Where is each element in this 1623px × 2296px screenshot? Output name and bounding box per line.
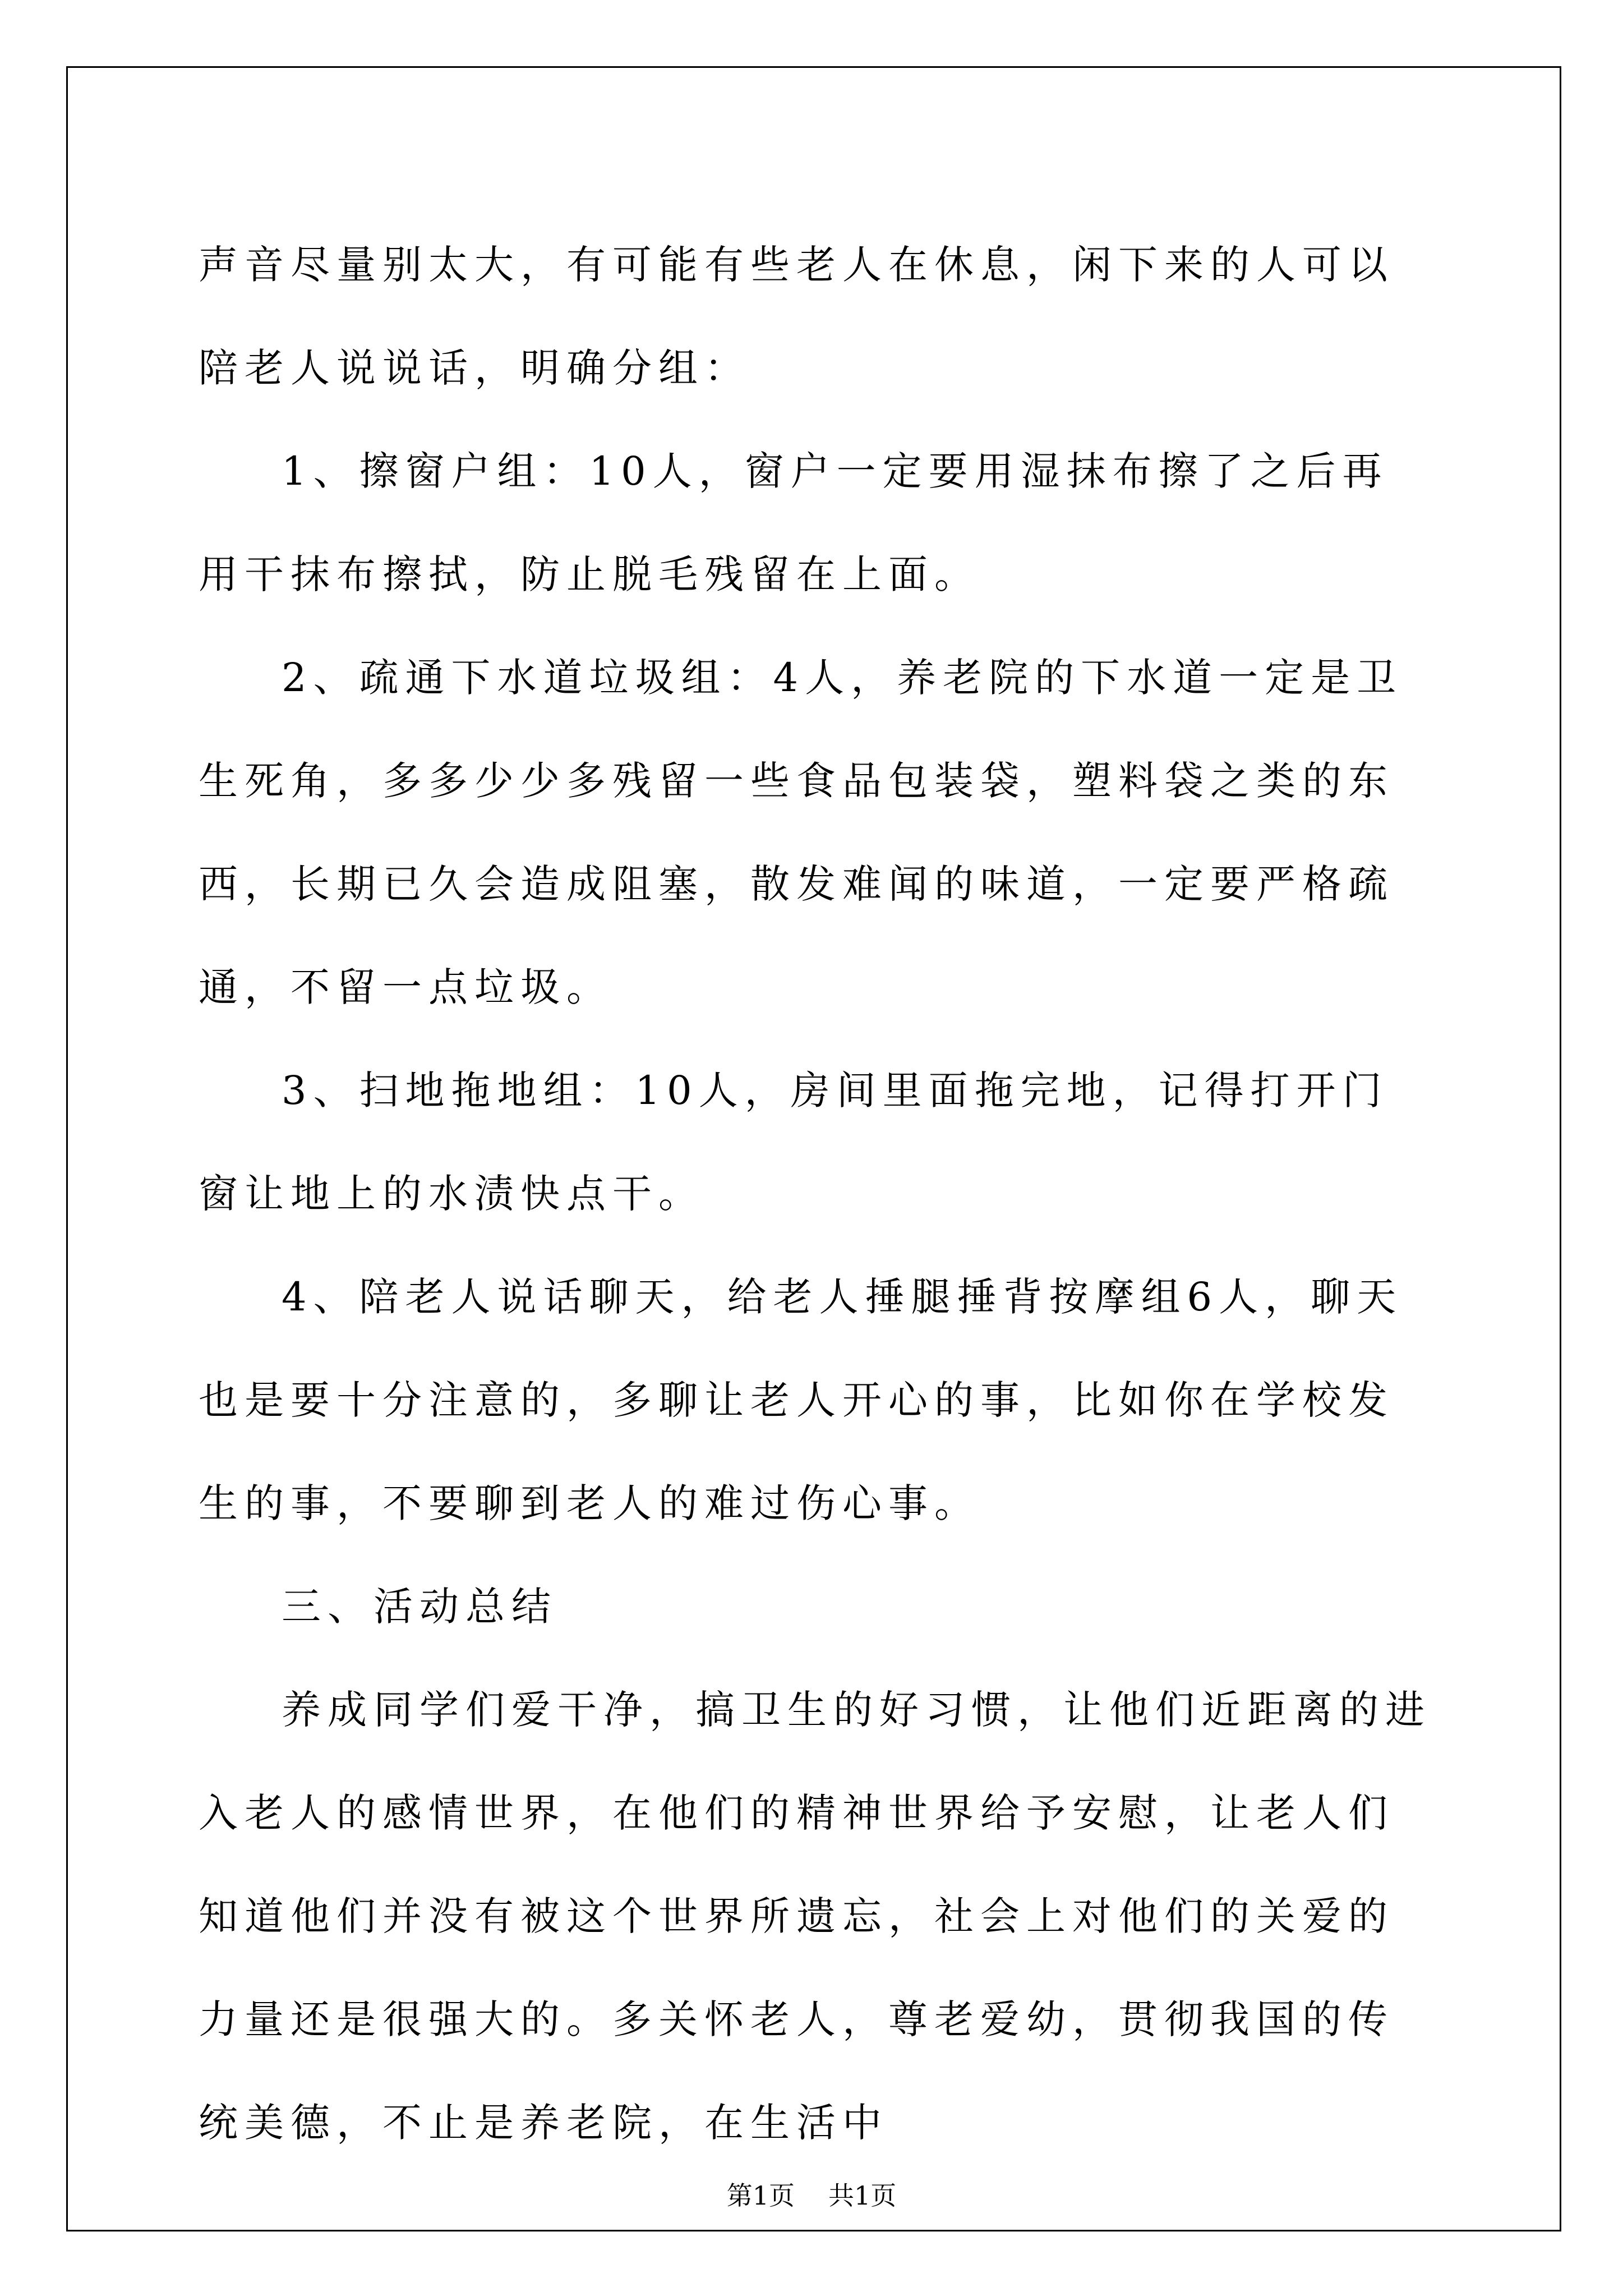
document-body — [199, 213, 1432, 2174]
paragraph-intro: 声音尽量别太大，有可能有些老人在休息，闲下来的人可以陪老人说说话，明确分组： — [199, 242, 1394, 391]
paragraph-group-1: 1、擦窗户组：10人，窗户一定要用湿抹布擦了之后再用干抹布擦拭，防止脱毛残留在上面。 — [199, 448, 1389, 597]
page-number: 第1页 — [726, 2180, 795, 2211]
paragraph-summary: 养成同学们爱干净，搞卫生的好习惯，让他们近距离的进入老人的感情世界，在他们的精神世界给予安慰，让老人们知道他们并没有被这个世界所遗忘，社会上对他们的关爱的力量还是很强大的。多关怀老人，尊老爱幼，贯彻我国的传统美德，不止是养老院，在生活中 — [199, 1687, 1431, 2146]
paragraph-group-2: 2、疏通下水道垃圾组：4人，养老院的下水道一定是卫生死角，多多少少多残留一些食品包装袋，塑料袋之类的东西，长期已久会造成阻塞，散发难闻的味道，一定要严格疏通，不留一点垃圾。 — [199, 655, 1403, 1010]
paragraph-group-4: 4、陪老人说话聊天，给老人捶腿捶背按摩组6人，聊天也是要十分注意的，多聊让老人开心的事，比如你在学校发生的事，不要聊到老人的难过伤心事。 — [199, 1274, 1403, 1526]
section-heading: 三、活动总结 — [282, 1584, 557, 1630]
paragraph-group-3: 3、扫地拖地组：10人，房间里面拖完地，记得打开门窗让地上的水渍快点干。 — [199, 1068, 1389, 1217]
page-footer — [0, 2175, 1623, 2212]
page-total: 共1页 — [828, 2180, 897, 2211]
